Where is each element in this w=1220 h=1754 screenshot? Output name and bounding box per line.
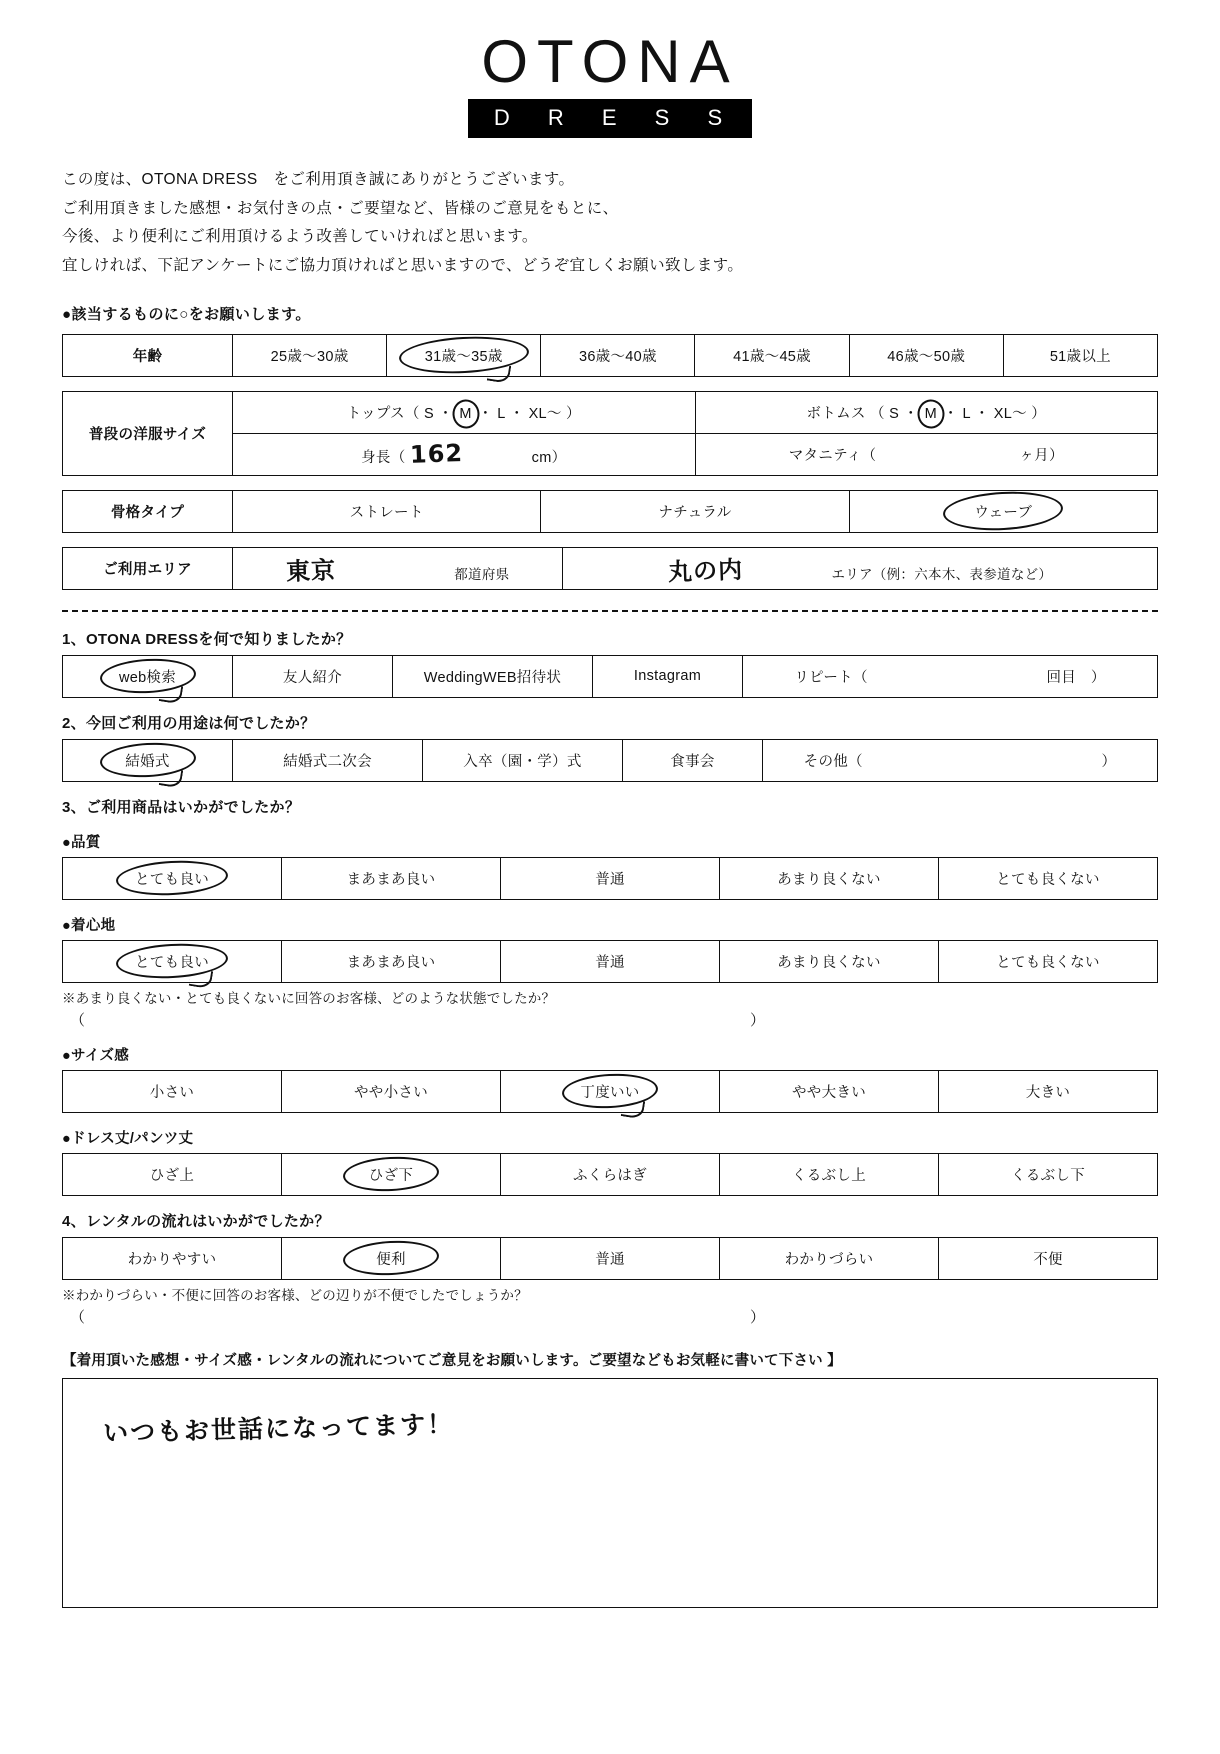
- frame-type-label: 骨格タイプ: [63, 490, 233, 532]
- intro-paragraph: [62, 166, 1220, 281]
- intro-line-4: 宜しければ、下記アンケートにご協力頂ければと思いますので、どうぞ宜しくお願い致します。: [62, 257, 744, 275]
- q4-paren-open: （: [70, 1308, 86, 1326]
- age-option-41-45[interactable]: 41歳〜45歳: [695, 334, 849, 376]
- comfort-note: ※あまり良くない・とても良くないに回答のお客様、どのような状態でしたか？: [62, 990, 556, 1006]
- fit-option-large[interactable]: 大きい: [939, 1070, 1158, 1112]
- table-row: [63, 739, 1158, 781]
- comment-section-title: 【着用頂いた感想・サイズ感・レンタルの流れについてご意見をお願いします。ご要望などもお気軽に書いて下さい 】: [62, 1352, 842, 1369]
- comment-box[interactable]: [62, 1378, 1158, 1608]
- comfort-option-not-good[interactable]: あまり良くない: [720, 940, 939, 982]
- comfort-label: ●着心地: [62, 917, 116, 934]
- age-option-36-40[interactable]: 36歳〜40歳: [541, 334, 695, 376]
- q2-option-dinner[interactable]: 食事会: [623, 739, 763, 781]
- q4-note: ※わかりづらい・不便に回答のお客様、どの辺りが不便でしたでしょうか？: [62, 1287, 528, 1303]
- brand-logo: [0, 0, 1220, 138]
- q4-option-confusing[interactable]: わかりづらい: [720, 1237, 939, 1279]
- q1-option-web-search[interactable]: [63, 655, 233, 697]
- q1-option-instagram[interactable]: Instagram: [593, 655, 743, 697]
- q2-option-other-label: その他（: [803, 753, 863, 770]
- table-row: [63, 940, 1158, 982]
- maternity-label: マタニティ（: [788, 447, 877, 464]
- question-4-table: [62, 1237, 1158, 1280]
- q1-option-web-search-label: web検索: [118, 669, 177, 686]
- logo-wordmark: OTONA: [481, 28, 739, 95]
- clothing-size-label: 普段の洋服サイズ: [63, 391, 233, 475]
- table-row: [63, 1153, 1158, 1195]
- comfort-option-very-good-label: とても良い: [135, 954, 209, 971]
- intro-line-1: この度は、OTONA DRESS をご利用頂き誠にありがとうございます。: [62, 171, 575, 188]
- logo-subwordmark: D R E S S: [468, 99, 752, 138]
- frame-option-wave[interactable]: [849, 490, 1157, 532]
- q1-option-repeat-count: 回目 ）: [1046, 669, 1106, 686]
- intro-line-3: 今後、より便利にご利用頂けるよう改善していければと思います。: [62, 228, 538, 246]
- length-option-below-ankle[interactable]: くるぶし下: [939, 1153, 1158, 1195]
- table-row: [63, 391, 1158, 433]
- q1-option-friend[interactable]: 友人紹介: [233, 655, 393, 697]
- length-option-above-ankle[interactable]: くるぶし上: [720, 1153, 939, 1195]
- fit-table: [62, 1070, 1158, 1113]
- q1-option-repeat-label: リピート（: [794, 669, 868, 686]
- tops-size-m[interactable]: [457, 406, 473, 422]
- q2-option-other-close: ）: [1101, 753, 1117, 770]
- comfort-table: [62, 940, 1158, 983]
- quality-label: ●品質: [62, 834, 101, 851]
- q4-option-average[interactable]: 普通: [501, 1237, 720, 1279]
- age-table: [62, 334, 1158, 377]
- comfort-option-average[interactable]: 普通: [501, 940, 720, 982]
- area-label: ご利用エリア: [63, 547, 233, 589]
- length-option-below-knee[interactable]: [282, 1153, 501, 1195]
- frame-option-wave-label: ウェーブ: [974, 504, 1033, 521]
- question-2-table: [62, 739, 1158, 782]
- length-option-below-knee-label: ひざ下: [368, 1167, 414, 1184]
- fit-option-small[interactable]: 小さい: [63, 1070, 282, 1112]
- fit-option-slightly-small[interactable]: やや小さい: [282, 1070, 501, 1112]
- age-label: 年齢: [63, 334, 233, 376]
- frame-option-straight[interactable]: ストレート: [233, 490, 541, 532]
- bottoms-size-m-label: M: [924, 405, 937, 422]
- length-option-above-knee[interactable]: ひざ上: [63, 1153, 282, 1195]
- area-handwritten-value: 丸の内: [667, 555, 744, 586]
- table-row: [63, 334, 1158, 376]
- question-1-table: [62, 655, 1158, 698]
- maternity-cell[interactable]: [695, 433, 1158, 475]
- length-option-calf[interactable]: ふくらはぎ: [501, 1153, 720, 1195]
- bottoms-size-cell[interactable]: [695, 391, 1158, 433]
- tops-suffix: ・ L ・ XL〜 ）: [478, 405, 581, 422]
- question-3-heading: 3、ご利用商品はいかがでしたか？: [62, 798, 301, 816]
- question-2-heading: 2、今回ご利用の用途は何でしたか？: [62, 714, 316, 732]
- q2-option-other[interactable]: [763, 739, 1158, 781]
- q1-option-wedding-web[interactable]: WeddingWEB招待状: [393, 655, 593, 697]
- table-row: [63, 655, 1158, 697]
- comfort-freetext[interactable]: [70, 1009, 1150, 1030]
- area-table: [62, 547, 1158, 590]
- fit-option-slightly-large[interactable]: やや大きい: [720, 1070, 939, 1112]
- comfort-paren-close: ）: [750, 1011, 766, 1029]
- table-row: [63, 490, 1158, 532]
- section-divider: [62, 610, 1158, 612]
- maternity-unit: ヶ月）: [1019, 447, 1064, 464]
- frame-type-table: [62, 490, 1158, 533]
- q1-option-repeat[interactable]: [743, 655, 1158, 697]
- tops-prefix: トップス（ S ・: [346, 405, 454, 422]
- fit-option-just-right[interactable]: [501, 1070, 720, 1112]
- fit-option-just-right-label: 丁度いい: [580, 1084, 640, 1101]
- prefecture-handwritten-value: 東京: [285, 555, 337, 586]
- quality-option-very-good[interactable]: [63, 857, 282, 899]
- length-table: [62, 1153, 1158, 1196]
- clothing-size-table: [62, 391, 1158, 476]
- height-cell[interactable]: [233, 433, 696, 475]
- table-row: [63, 1237, 1158, 1279]
- q4-option-convenient[interactable]: [282, 1237, 501, 1279]
- quality-option-fairly-good[interactable]: まあまあ良い: [282, 857, 501, 899]
- prefecture-cell[interactable]: [233, 547, 563, 589]
- q4-option-convenient-label: 便利: [376, 1251, 406, 1268]
- quality-option-very-bad[interactable]: とても良くない: [939, 857, 1158, 899]
- q2-option-wedding-label: 結婚式: [125, 753, 170, 770]
- instruction-line: ●該当するものに○をお願いします。: [62, 305, 311, 323]
- q2-option-ceremony[interactable]: 入卒（園・学）式: [423, 739, 623, 781]
- q2-option-afterparty[interactable]: 結婚式二次会: [233, 739, 423, 781]
- q4-freetext[interactable]: [70, 1306, 1150, 1327]
- table-row: [63, 547, 1158, 589]
- quality-table: [62, 857, 1158, 900]
- quality-option-average[interactable]: 普通: [501, 857, 720, 899]
- quality-option-very-good-label: とても良い: [135, 871, 209, 888]
- comfort-paren-open: （: [70, 1011, 86, 1029]
- prefecture-suffix: 都道府県: [454, 566, 510, 582]
- q4-paren-close: ）: [750, 1308, 766, 1326]
- height-unit: cm）: [531, 450, 567, 467]
- question-4-heading: 4、レンタルの流れはいかがでしたか？: [62, 1212, 330, 1230]
- q4-option-inconvenient[interactable]: 不便: [939, 1237, 1158, 1279]
- question-1-heading: 1、OTONA DRESSを何で知りましたか？: [62, 630, 352, 648]
- tops-size-cell[interactable]: [233, 391, 696, 433]
- comment-handwritten-value: いつもお世話になってます！: [102, 1409, 455, 1448]
- age-option-25-30[interactable]: 25歳〜30歳: [233, 334, 387, 376]
- length-label: ●ドレス丈/パンツ丈: [62, 1130, 194, 1147]
- area-name-cell[interactable]: [563, 547, 1158, 589]
- table-row: [63, 857, 1158, 899]
- table-row: [63, 1070, 1158, 1112]
- bottoms-prefix: ボトムス （ S ・: [806, 405, 919, 422]
- frame-option-natural[interactable]: ナチュラル: [541, 490, 849, 532]
- bottoms-suffix: ・ L ・ XL〜 ）: [943, 405, 1047, 422]
- age-option-51-plus[interactable]: 51歳以上: [1003, 334, 1157, 376]
- quality-option-not-good[interactable]: あまり良くない: [720, 857, 939, 899]
- intro-line-2: ご利用頂きました感想・お気付きの点・ご要望など、皆様のご意見をもとに、: [62, 199, 619, 217]
- age-option-31-35[interactable]: [387, 334, 541, 376]
- age-option-31-35-label: 31歳〜35歳: [424, 348, 503, 365]
- area-suffix: エリア（例：六本木、表参道など）: [831, 566, 1053, 582]
- height-handwritten-value: 162: [409, 439, 464, 470]
- comfort-option-fairly-good[interactable]: まあまあ良い: [282, 940, 501, 982]
- comfort-option-very-good[interactable]: [63, 940, 282, 982]
- q4-option-easy[interactable]: わかりやすい: [63, 1237, 282, 1279]
- height-label: 身長（: [361, 450, 406, 467]
- q2-option-wedding[interactable]: [63, 739, 233, 781]
- tops-size-m-label: M: [459, 405, 472, 422]
- comfort-option-very-bad[interactable]: とても良くない: [939, 940, 1158, 982]
- fit-label: ●サイズ感: [62, 1047, 130, 1064]
- age-option-46-50[interactable]: 46歳〜50歳: [849, 334, 1003, 376]
- bottoms-size-m[interactable]: [923, 406, 939, 422]
